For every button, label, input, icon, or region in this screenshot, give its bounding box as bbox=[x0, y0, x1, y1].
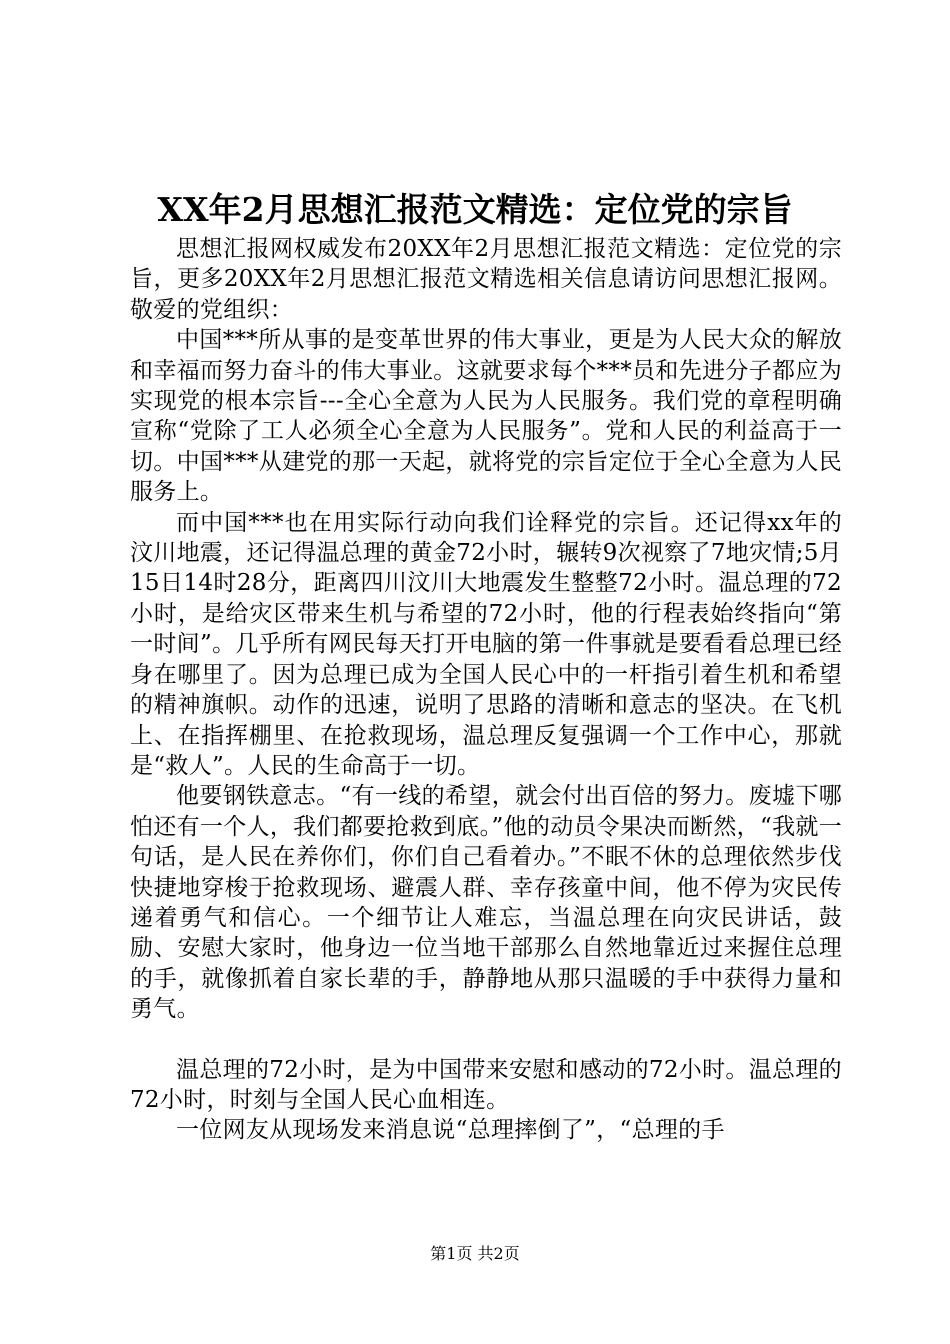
document-title: XX年2月思想汇报范文精选：定位党的宗旨 bbox=[157, 190, 793, 229]
page-footer: 第1页 共2页 bbox=[430, 1244, 520, 1263]
paragraph-iron-will: 他要钢铁意志。“有一线的希望，就会付出百倍的努力。废墟下哪怕还有一个人，我们都要抢救到底。”他的动员令果决而断然，“我就一句话，是人民在养你们，你们自己看着办。”不眠不休的总理依然步伐快捷地穿梭于抢救现场、避震人群、幸存孩童中间，他不停为灾民传递着勇气和信心。一个细节让人难忘，当温总理在向灾民讲话，鼓励、安慰大家时，他身边一位当地干部那么自然地靠近过来握住总理的手，就像抓着自家长辈的手，静静地从那只温暖的手中获得力量和勇气。 bbox=[130, 783, 842, 1023]
document-body bbox=[130, 234, 842, 1146]
paragraph-netizen: 一位网友从现场发来消息说“总理摔倒了”，“总理的手 bbox=[176, 1117, 725, 1144]
paragraph-earthquake: 而中国***也在用实际行动向我们诠释党的宗旨。还记得xx年的汶川地震，还记得温总理的黄金72小时，辗转9次视察了7地灾情;5月15日14时28分，距离四川汶川大地震发生整整72小时。温总理的72小时，是给灾区带来生机与希望的72小时，他的行程表始终指向“第一时间”。几乎所有网民每天打开电脑的第一件事就是要看看总理已经身在哪里了。因为总理已成为全国人民心中的一杆指引着生机和希望的精神旗帜。动作的迅速，说明了思路的清晰和意志的坚决。在飞机上、在指挥棚里、在抢救现场，温总理反复强调一个工作中心，那就是“救人”。人民的生命高于一切。 bbox=[130, 509, 842, 779]
paragraph-intro: 思想汇报网权威发布20XX年2月思想汇报范文精选：定位党的宗旨，更多20XX年2月思想汇报范文精选相关信息请访问思想汇报网。敬爱的党组织： bbox=[130, 236, 842, 323]
paragraph-72-hours: 温总理的72小时，是为中国带来安慰和感动的72小时。温总理的72小时，时刻与全国人民心血相连。 bbox=[130, 1056, 842, 1113]
paragraph-party-purpose: 中国***所从事的是变革世界的伟大事业，更是为人民大众的解放和幸福而努力奋斗的伟大事业。这就要求每个***员和先进分子都应为实现党的根本宗旨---全心全意为人民为人民服务。我们党的章程明确宣称“党除了工人必须全心全意为人民服务”。党和人民的利益高于一切。中国***从建党的那一天起，就将党的宗旨定位于全心全意为人民服务上。 bbox=[130, 327, 842, 506]
